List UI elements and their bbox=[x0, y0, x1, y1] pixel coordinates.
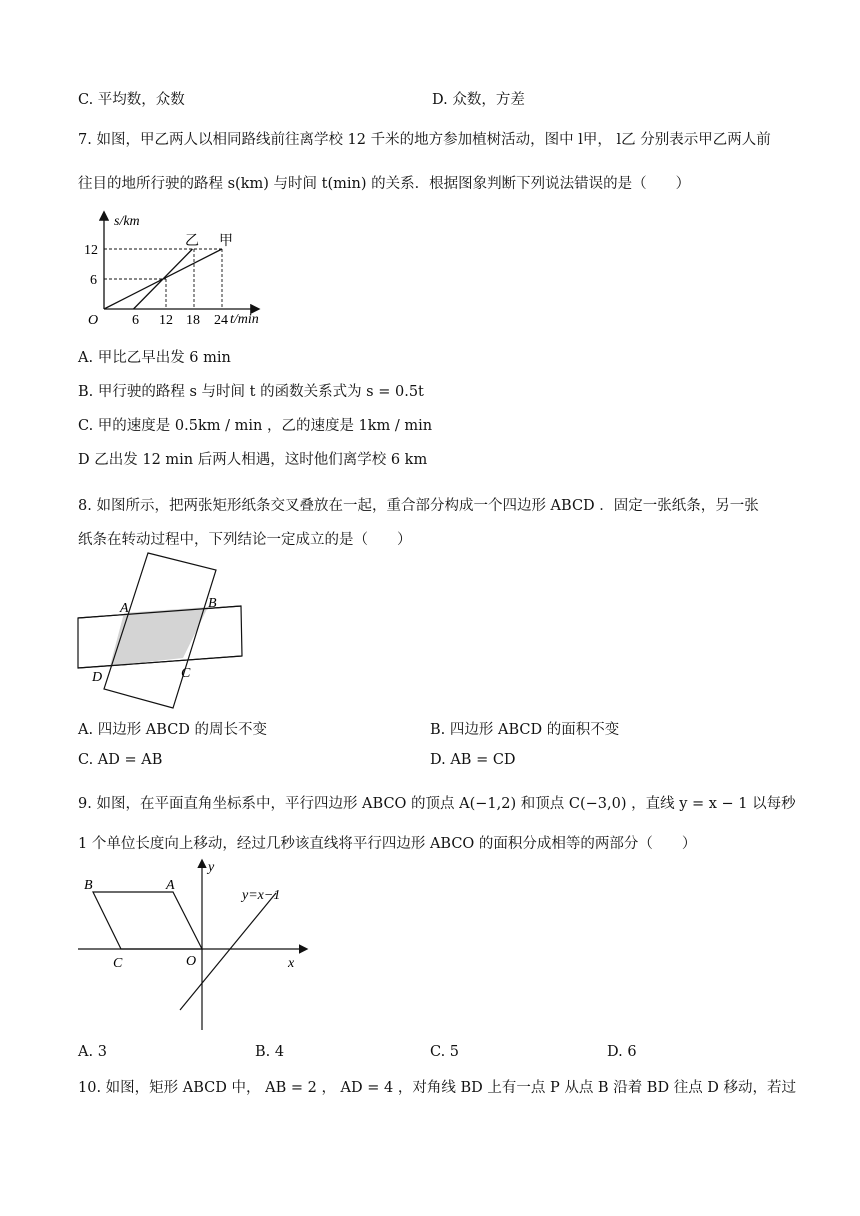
vertex-a-label: A bbox=[120, 601, 129, 616]
y-axis-label: s/km bbox=[114, 214, 140, 229]
q9-stem-line-2: 1 个单位长度向上移动，经过几秒该直线将平行四边形 ABCO 的面积分成相等的两部分（ ） bbox=[78, 836, 697, 852]
vertex-c-label: C bbox=[181, 666, 191, 681]
vertex-d-label: D bbox=[92, 670, 103, 685]
origin-label: O bbox=[88, 313, 99, 328]
q9-option-b: B. 4 bbox=[255, 1044, 285, 1060]
q6-option-c: C. 平均数，众数 bbox=[78, 92, 185, 108]
q9-stem-line-1: 9. 如图，在平面直角坐标系中，平行四边形 ABCO 的顶点 A(−1,2) 和顶点 C(−3,0) ，直线 y = x − 1 以每秒 bbox=[78, 796, 796, 812]
q10-stem-line-1: 10. 如图，矩形 ABCD 中， AB = 2 ， AD = 4 ，对角线 BD 上有一点 P 从点 B 沿着 BD 往点 D 移动，若过 bbox=[78, 1080, 797, 1096]
line-equation-label: y=x−1 bbox=[242, 888, 281, 903]
q9-option-d: D. 6 bbox=[607, 1044, 637, 1060]
q7-option-c: C. 甲的速度是 0.5km / min ，乙的速度是 1km / min bbox=[78, 418, 433, 434]
x-axis-label: x bbox=[288, 956, 295, 971]
q8-crossed-strips-figure bbox=[76, 550, 248, 710]
origin-label: O bbox=[186, 954, 197, 969]
x-tick-24: 24 bbox=[214, 313, 228, 328]
q8-stem-line-2: 纸条在转动过程中，下列结论一定成立的是（ ） bbox=[78, 532, 412, 548]
vertex-c-label: C bbox=[113, 956, 123, 971]
q7-stem-line-1: 7. 如图，甲乙两人以相同路线前往离学校 12 千米的地方参加植树活动，图中 l甲， l乙 分别表示甲乙两人前 bbox=[78, 132, 771, 148]
q9-coordinate-figure bbox=[76, 855, 316, 1035]
q9-option-a: A. 3 bbox=[78, 1044, 107, 1060]
q9-option-c: C. 5 bbox=[430, 1044, 460, 1060]
q8-option-a: A. 四边形 ABCD 的周长不变 bbox=[78, 722, 268, 738]
q7-distance-time-graph bbox=[80, 205, 280, 333]
x-tick-18: 18 bbox=[186, 313, 200, 328]
y-axis-label: y bbox=[208, 860, 215, 875]
x-axis-label: t/min bbox=[230, 312, 259, 327]
q7-stem-line-2: 往目的地所行驶的路程 s(km) 与时间 t(min) 的关系．根据图象判断下列说法错误的是（ ） bbox=[78, 176, 691, 192]
parallelogram-abco bbox=[93, 892, 202, 949]
q8-option-d: D. AB = CD bbox=[430, 752, 516, 768]
vertex-b-label: B bbox=[84, 878, 93, 893]
line-y-x-1 bbox=[180, 893, 276, 1010]
vertex-a-label: A bbox=[166, 878, 175, 893]
q7-option-d: D 乙出发 12 min 后两人相遇，这时他们离学校 6 km bbox=[78, 452, 428, 468]
q7-option-a: A. 甲比乙早出发 6 min bbox=[78, 350, 231, 366]
x-tick-12: 12 bbox=[159, 313, 173, 328]
y-tick-6: 6 bbox=[90, 273, 97, 288]
series-yi-line bbox=[134, 249, 193, 309]
q7-option-b: B. 甲行驶的路程 s 与时间 t 的函数关系式为 s = 0.5t bbox=[78, 384, 424, 400]
x-tick-6: 6 bbox=[132, 313, 139, 328]
y-tick-12: 12 bbox=[84, 243, 98, 258]
series-jia-label: 甲 bbox=[219, 234, 233, 249]
q6-option-d: D. 众数，方差 bbox=[432, 92, 525, 108]
q8-stem-line-1: 8. 如图所示，把两张矩形纸条交叉叠放在一起，重合部分构成一个四边形 ABCD ．固定一张纸条，另一张 bbox=[78, 498, 759, 514]
series-yi-label: 乙 bbox=[185, 234, 199, 249]
vertex-b-label: B bbox=[208, 596, 217, 611]
q8-option-c: C. AD = AB bbox=[78, 752, 163, 768]
q8-option-b: B. 四边形 ABCD 的面积不变 bbox=[430, 722, 620, 738]
